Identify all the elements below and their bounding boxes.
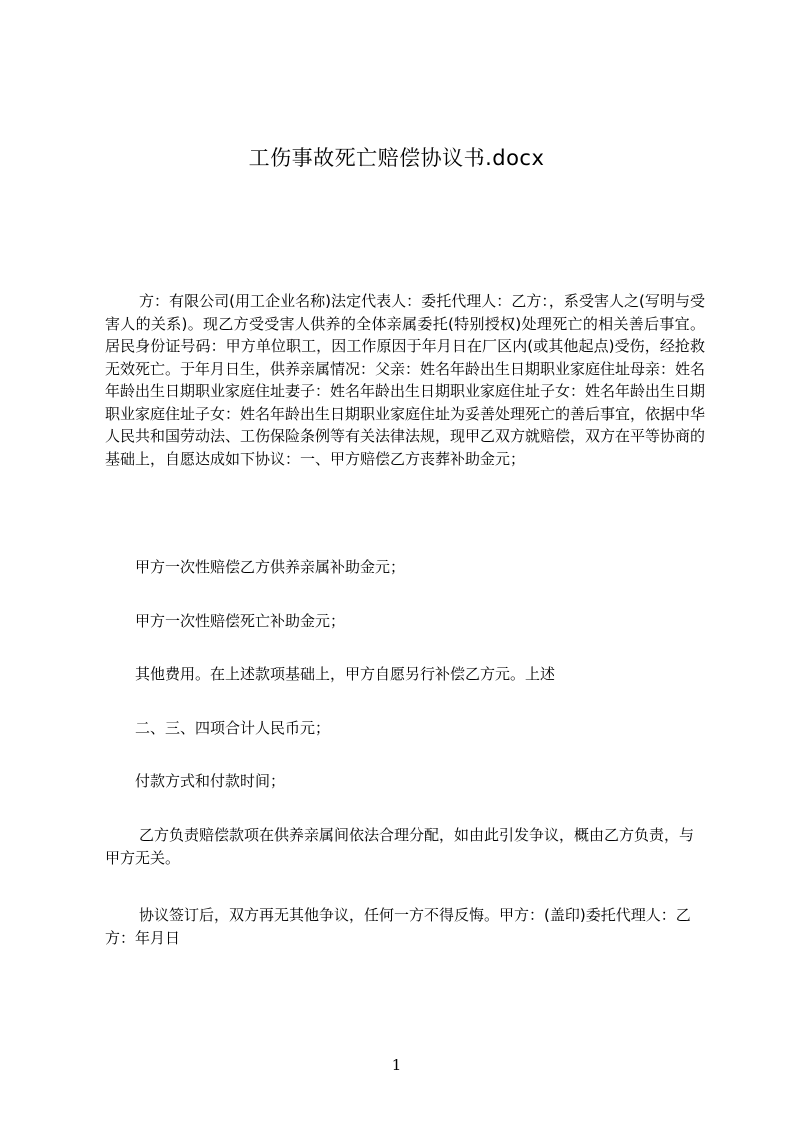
- page-number: 1: [391, 1056, 402, 1074]
- paragraph-total: 二、三、四项合计人民币元；: [135, 719, 331, 737]
- paragraph-distribution: 乙方负责赔偿款项在供养亲属间依法合理分配，如由此引发争议，概由乙方负责，与甲方无关。: [105, 826, 695, 867]
- paragraph-payment-method: 付款方式和付款时间；: [135, 772, 286, 790]
- document-title: 工伤事故死亡赔偿协议书.docx: [248, 146, 545, 170]
- paragraph-main: 方：有限公司(用工企业名称)法定代表人：委托代理人：乙方：，系受害人之(写明与受害人的关系)。现乙方受受害人供养的全体亲属委托(特别授权)处理死亡的相关善后事宜。居民身份证号码：甲方单位职工，因工作原因于年月日在厂区内(或其他起点)受伤，经抢救无效死亡。于年月日生，供养亲属情况：父亲：姓名年龄出生日期职业家庭住址母亲：姓名年龄出生日期职业家庭住址妻子：姓名年龄出生日期职业家庭住址子女：姓名年龄出生日期职业家庭住址子女：姓名年龄出生日期职业家庭住址为妥善处理死亡的善后事宜，依据中华人民共和国劳动法、工伤保险条例等有关法律法规，现甲乙双方就赔偿，双方在平等协商的基础上，自愿达成如下协议：一、甲方赔偿乙方丧葬补助金元；: [105, 292, 706, 468]
- paragraph-signature: 协议签订后，双方再无其他争议，任何一方不得反悔。甲方：(盖印)委托代理人：乙方：年月日: [105, 906, 691, 947]
- paragraph-death-compensation: 甲方一次性赔偿死亡补助金元；: [135, 612, 346, 630]
- paragraph-dependent-compensation: 甲方一次性赔偿乙方供养亲属补助金元；: [135, 558, 406, 576]
- paragraph-other-fees: 其他费用。在上述款项基础上，甲方自愿另行补偿乙方元。上述: [135, 665, 556, 683]
